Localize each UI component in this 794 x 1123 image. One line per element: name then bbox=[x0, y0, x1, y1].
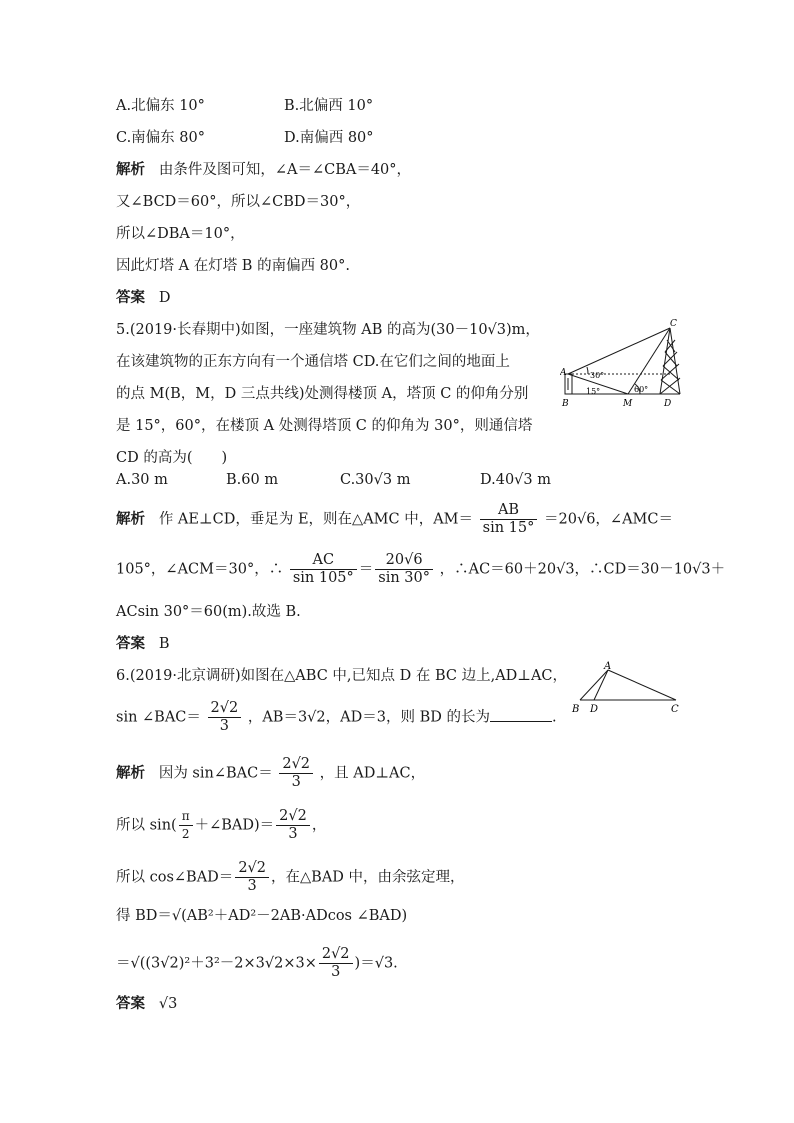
q4-solution-line2: 又∠BCD＝60°，所以∠CBD＝30°， bbox=[116, 194, 361, 210]
q6-solution-line2 bbox=[116, 808, 326, 843]
fig-label-c: C bbox=[671, 704, 679, 714]
fraction-den: 3 bbox=[219, 718, 229, 734]
q6-line1: 6.(2019·北京调研)如图在△ABC 中,已知点 D 在 BC 边上,AD⊥AC， bbox=[116, 668, 568, 684]
fraction bbox=[235, 860, 269, 895]
q5-sol-l2-pre: 105°，∠ACM＝30°，∴ bbox=[116, 561, 284, 578]
fig-angle-30: 30° bbox=[590, 371, 605, 380]
q5-line1: 5.(2019·长春期中)如图，一座建筑物 AB 的高为(30－10√3)m， bbox=[116, 322, 540, 338]
q6-sol-l5-post: )＝√3. bbox=[354, 955, 398, 972]
q5-sol-l1-post: ＝20√6，∠AMC＝ bbox=[544, 511, 673, 528]
q5-solution-line1 bbox=[116, 502, 673, 537]
q6-solution-line3 bbox=[116, 860, 465, 895]
q5-answer bbox=[116, 634, 169, 654]
fraction-pi bbox=[179, 808, 193, 843]
q5-sol-l1-pre: 作 AE⊥CD，垂足为 E，则在△AMC 中，AM＝ bbox=[158, 511, 474, 528]
solution-label: 解析 bbox=[116, 161, 145, 178]
q6-solution-line1 bbox=[116, 756, 425, 791]
q5-solution-line2 bbox=[116, 552, 725, 587]
fraction bbox=[375, 552, 433, 587]
fraction bbox=[279, 756, 313, 791]
q6-l2-pre: sin ∠BAC＝ bbox=[116, 709, 201, 726]
fraction-num: 2√2 bbox=[208, 700, 242, 718]
q6-solution-line5 bbox=[116, 946, 398, 981]
fig-label-a: A bbox=[604, 661, 612, 672]
answer-label: 答案 bbox=[116, 635, 145, 652]
fraction-den: 2 bbox=[181, 827, 190, 841]
q6-sol-l1-pre: 因为 sin∠BAC＝ bbox=[158, 765, 273, 782]
fraction-den: 3 bbox=[331, 964, 341, 980]
q6-sol-l5-pre: ＝√((3√2)²＋3²－2×3√2×3× bbox=[116, 955, 317, 972]
q6-sol-l2-post: ， bbox=[311, 817, 327, 834]
q5-option-a: A.30 m bbox=[116, 472, 168, 488]
answer-value: √3 bbox=[158, 996, 178, 1012]
q4-option-c: C.南偏东 80° bbox=[116, 130, 205, 146]
q5-option-c: C.30√3 m bbox=[340, 472, 411, 488]
answer-value: D bbox=[158, 290, 171, 306]
fraction bbox=[208, 700, 242, 735]
fig-label-c: C bbox=[670, 319, 677, 329]
fig-label-b: B bbox=[562, 399, 569, 409]
q4-option-d: D.南偏西 80° bbox=[284, 130, 374, 146]
fraction-num: 2√2 bbox=[235, 860, 269, 878]
fig-label-m: M bbox=[623, 399, 633, 409]
fig-angle-15: 15° bbox=[586, 387, 601, 396]
q4-option-a: A.北偏东 10° bbox=[116, 98, 205, 114]
q6-sol-l3-post: ，在△BAD 中，由余弦定理， bbox=[271, 869, 465, 886]
solution-label: 解析 bbox=[116, 510, 145, 528]
q4-solution-line1 bbox=[116, 160, 411, 180]
fig-label-d: D bbox=[664, 399, 672, 409]
fig-label-a: A bbox=[560, 368, 567, 378]
fraction bbox=[480, 502, 538, 537]
q6-sol-l1-post: ，且 AD⊥AC， bbox=[319, 765, 426, 782]
q4-solution-text1: 由条件及图可知，∠A＝∠CBA＝40°， bbox=[158, 162, 412, 178]
fraction-num: 2√2 bbox=[276, 808, 310, 826]
fraction-den: sin 30° bbox=[378, 570, 430, 586]
q5-line3: 的点 M(B，M，D 三点共线)处测得楼顶 A，塔顶 C 的仰角分别 bbox=[116, 386, 529, 402]
q5-option-b: B.60 m bbox=[226, 472, 279, 488]
answer-label: 答案 bbox=[116, 289, 145, 306]
fraction-num: AC bbox=[290, 552, 357, 570]
q5-sol-l2-post: ，∴AC＝60＋20√3，∴CD＝30－10√3＋ bbox=[439, 561, 726, 578]
fig-label-b: B bbox=[572, 704, 580, 714]
q5-line4: 是 15°，60°，在楼顶 A 处测得塔顶 C 的仰角为 30°，则通信塔 bbox=[116, 418, 533, 434]
fraction-num: AB bbox=[480, 502, 538, 520]
q6-sol-l2-mid: ＋∠BAD)＝ bbox=[194, 817, 275, 834]
q6-sol-l2-pre: 所以 sin( bbox=[116, 817, 177, 834]
q6-answer bbox=[116, 994, 177, 1014]
fraction-den: sin 105° bbox=[292, 570, 354, 586]
fraction-den: 3 bbox=[247, 878, 257, 894]
q5-line2: 在该建筑物的正东方向有一个通信塔 CD.在它们之间的地面上 bbox=[116, 354, 510, 370]
fraction-den: 3 bbox=[288, 826, 298, 842]
q5-figure bbox=[560, 318, 686, 410]
q6-figure bbox=[568, 660, 686, 714]
answer-label: 答案 bbox=[116, 995, 145, 1012]
q4-option-b: B.北偏西 10° bbox=[284, 98, 374, 114]
q5-option-d: D.40√3 m bbox=[480, 472, 551, 488]
q4-answer bbox=[116, 288, 170, 308]
fraction-num: 20√6 bbox=[375, 552, 433, 570]
equals: ＝ bbox=[358, 561, 374, 578]
fraction-num: π bbox=[179, 808, 193, 826]
solution-label: 解析 bbox=[116, 764, 145, 782]
fraction bbox=[319, 946, 353, 981]
answer-value: B bbox=[158, 636, 170, 652]
q4-solution-line3: 所以∠DBA＝10°， bbox=[116, 226, 245, 242]
fraction-num: 2√2 bbox=[319, 946, 353, 964]
q6-line2 bbox=[116, 700, 557, 735]
q5-solution-line3: ACsin 30°＝60(m).故选 B. bbox=[116, 604, 301, 620]
q6-sol-l3-pre: 所以 cos∠BAD＝ bbox=[116, 869, 234, 886]
q6-l2-post: ，AB＝3√2，AD＝3，则 BD 的长为 bbox=[247, 709, 490, 726]
fraction-den: 3 bbox=[291, 774, 301, 790]
q4-solution-line4: 因此灯塔 A 在灯塔 B 的南偏西 80°. bbox=[116, 258, 350, 274]
fig-label-d: D bbox=[590, 704, 599, 714]
answer-blank[interactable] bbox=[490, 707, 552, 722]
fraction bbox=[276, 808, 310, 843]
fraction-den: sin 15° bbox=[482, 520, 535, 536]
q6-solution-line4: 得 BD＝√(AB²＋AD²－2AB·ADcos ∠BAD) bbox=[116, 908, 408, 924]
q5-line5: CD 的高为( ) bbox=[116, 450, 228, 466]
q6-l2-end: . bbox=[551, 709, 557, 726]
fig-angle-60: 60° bbox=[634, 385, 649, 394]
fraction bbox=[290, 552, 357, 587]
fraction-num: 2√2 bbox=[279, 756, 313, 774]
